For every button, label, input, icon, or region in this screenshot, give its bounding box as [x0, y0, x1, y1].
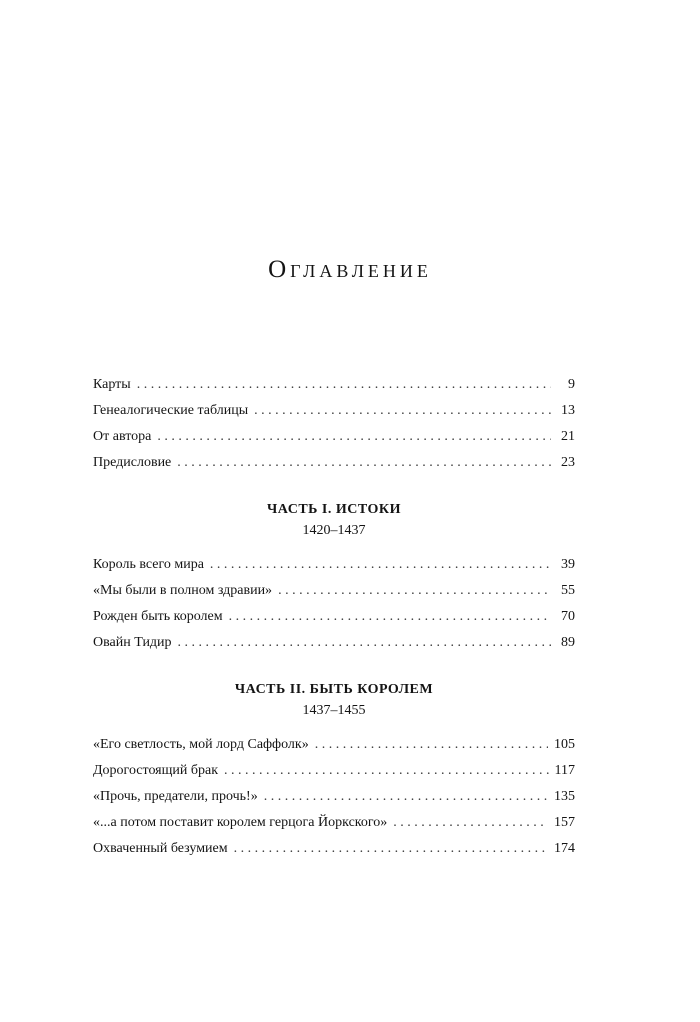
toc-entry-page: 89 [561, 635, 575, 650]
toc-entry[interactable] [93, 552, 575, 578]
toc-entry[interactable] [93, 732, 575, 758]
dot-leader [178, 630, 551, 656]
toc-entry-page: 21 [561, 429, 575, 444]
toc-entry[interactable] [93, 578, 575, 604]
dot-leader [210, 552, 551, 578]
dot-leader [137, 372, 551, 398]
table-of-contents [93, 372, 575, 862]
part-years: 1437–1455 [302, 703, 366, 718]
toc-entry[interactable] [93, 604, 575, 630]
toc-entry-label: «Прочь, предатели, прочь!» [93, 789, 258, 804]
toc-entry-label: «...а потом поставит королем герцога Йоркского» [93, 815, 388, 830]
part-years: 1420–1437 [302, 523, 366, 538]
toc-entry-label: «Его светлость, мой лорд Саффолк» [93, 737, 309, 752]
dot-leader [264, 784, 548, 810]
dot-leader [224, 758, 549, 784]
dot-leader [177, 450, 551, 476]
toc-entry[interactable] [93, 758, 575, 784]
toc-entry-label: Предисловие [93, 455, 172, 470]
part-heading: ЧАСТЬ II. БЫТЬ КОРОЛЕМ [234, 682, 434, 697]
toc-entry-label: Овайн Тидир [93, 635, 172, 650]
toc-entry-label: Дорогостоящий брак [93, 763, 219, 778]
toc-entry-page: 157 [554, 815, 575, 830]
toc-entry-page: 70 [561, 609, 575, 624]
dot-leader [229, 604, 551, 630]
toc-entry-page: 23 [561, 455, 575, 470]
toc-entry-page: 55 [561, 583, 575, 598]
toc-entry-label: «Мы были в полном здравии» [93, 583, 273, 598]
page-title: Оглавление [268, 256, 432, 283]
toc-entry-label: Карты [93, 377, 131, 392]
toc-entry[interactable] [93, 450, 575, 476]
toc-entry[interactable] [93, 398, 575, 424]
dot-leader [315, 732, 548, 758]
toc-entry[interactable] [93, 424, 575, 450]
toc-entry-page: 9 [568, 377, 575, 392]
dot-leader [254, 398, 551, 424]
toc-entry[interactable] [93, 810, 575, 836]
toc-entry-page: 135 [554, 789, 575, 804]
toc-entry-page: 13 [561, 403, 575, 418]
toc-entry-page: 174 [554, 841, 575, 856]
toc-entry-label: Охваченный безумием [93, 841, 228, 856]
dot-leader [157, 424, 551, 450]
toc-entry-page: 117 [554, 763, 575, 778]
toc-entry-label: Король всего мира [93, 557, 204, 572]
toc-entry[interactable] [93, 630, 575, 656]
toc-entry-page: 105 [554, 737, 575, 752]
dot-leader [234, 836, 548, 862]
toc-entry[interactable] [93, 836, 575, 862]
dot-leader [393, 810, 548, 836]
toc-entry[interactable] [93, 784, 575, 810]
toc-entry-label: От автора [93, 429, 152, 444]
toc-entry-label: Генеалогические таблицы [93, 403, 249, 418]
toc-entry[interactable] [93, 372, 575, 398]
toc-entry-label: Рожден быть королем [93, 609, 223, 624]
dot-leader [278, 578, 551, 604]
toc-entry-page: 39 [561, 557, 575, 572]
part-heading: ЧАСТЬ I. ИСТОКИ [267, 502, 401, 517]
